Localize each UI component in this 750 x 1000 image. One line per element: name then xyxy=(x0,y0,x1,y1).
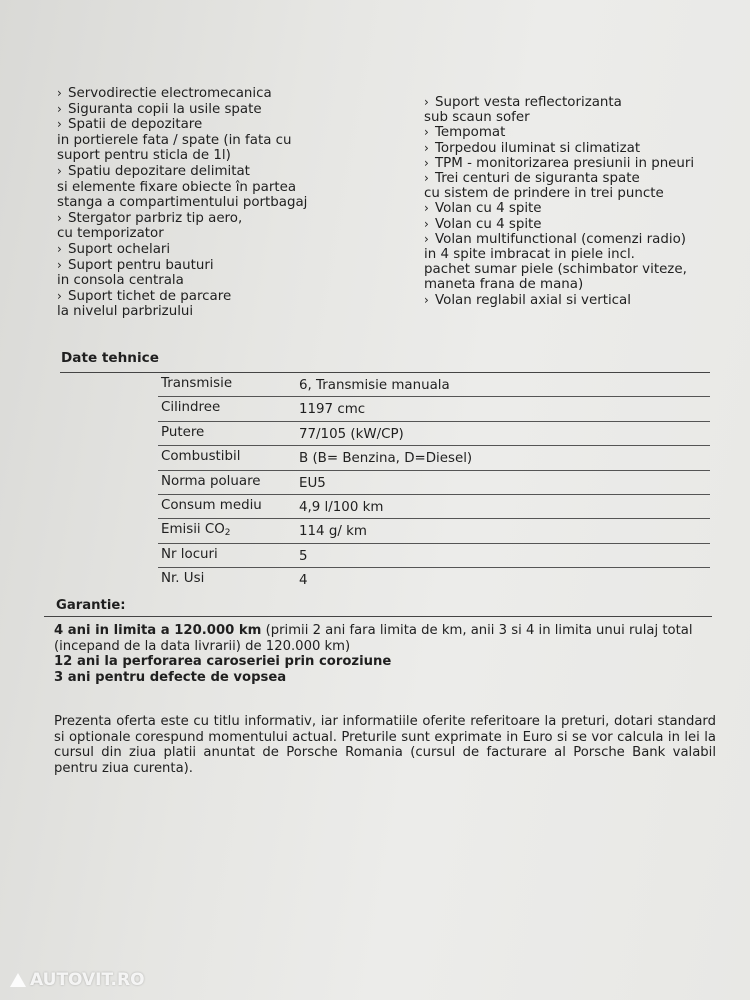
feature-left-item-text: Spatii de depozitare xyxy=(68,117,203,133)
bullet-icon: › xyxy=(424,95,429,109)
feature-left-item-continuation: si elemente fixare obiecte în partea xyxy=(57,179,297,195)
feature-left-item xyxy=(57,102,387,118)
tech-value: 6, Transmisie manuala xyxy=(299,378,450,393)
watermark-text: AUTOVIT.RO xyxy=(30,970,145,990)
feature-right-item xyxy=(424,293,724,308)
feature-right-item-continuation: pachet sumar piele (schimbator viteze, xyxy=(424,262,687,278)
feature-left-item-text: Suport ochelari xyxy=(68,241,171,257)
feature-right-item-text: Torpedou iluminat si climatizat xyxy=(435,140,641,156)
disclaimer-paragraph: Prezenta oferta este cu titlu informativ, iar informatiile oferite referitoare la preturi, dotari standard si optionale corespund momentului actual. Preturile sunt exprimate in Euro si se vor calcula in lei la cursul din ziua platii anuntat de Porsche Romania (cursul de facturare al Porsche Bank valabil pentru ziua curenta). xyxy=(54,714,716,777)
feature-right-item-text: Volan reglabil axial si vertical xyxy=(435,292,631,308)
feature-left-item xyxy=(57,211,387,227)
bullet-icon: › xyxy=(57,163,62,178)
tech-specs-table xyxy=(158,373,710,592)
tech-value: 77/105 (kW/CP) xyxy=(299,426,404,442)
tech-value: 5 xyxy=(299,548,308,564)
warranty-divider xyxy=(44,616,712,617)
tech-value: 114 g/ km xyxy=(299,524,367,540)
feature-left-item-continuation: stanga a compartimentului portbagaj xyxy=(57,195,308,211)
tech-value: 4,9 l/100 km xyxy=(299,499,384,515)
tech-value: B (B= Benzina, D=Diesel) xyxy=(299,451,473,467)
tech-row xyxy=(158,518,710,542)
tech-label: Nr. Usi xyxy=(161,571,205,587)
tech-value: 4 xyxy=(299,573,308,589)
autovit-logo-icon xyxy=(10,973,26,987)
tech-section-title: Date tehnice xyxy=(61,350,159,366)
tech-label: Nr locuri xyxy=(161,546,218,562)
feature-left-item-continuation: in portierele fata / spate (in fata cu xyxy=(57,132,292,148)
feature-right-item-continuation: in 4 spite imbracat in piele incl. xyxy=(424,247,635,263)
feature-right-item xyxy=(424,232,724,247)
feature-left-item-text: Suport tichet de parcare xyxy=(68,288,232,304)
warranty-main-term: 4 ani in limita a 120.000 km xyxy=(54,623,262,638)
feature-right-item xyxy=(424,217,724,232)
bullet-icon: › xyxy=(424,231,429,246)
feature-left-item xyxy=(57,289,387,305)
tech-row xyxy=(158,494,710,518)
bullet-icon: › xyxy=(57,241,62,256)
tech-label: Putere xyxy=(161,424,205,440)
bullet-icon: › xyxy=(57,117,62,132)
tech-label: Norma poluare xyxy=(161,473,261,489)
feature-left-item-text: Servodirectie electromecanica xyxy=(68,86,272,101)
feature-right-item xyxy=(424,141,724,156)
feature-right-item-continuation: cu sistem de prindere in trei puncte xyxy=(424,186,664,202)
feature-right-item-text: Volan cu 4 spite xyxy=(435,216,542,232)
tech-value: EU5 xyxy=(299,475,326,491)
warranty-corrosion: 12 ani la perforarea caroseriei prin coroziune xyxy=(54,654,392,670)
bullet-icon: › xyxy=(424,140,429,155)
tech-row xyxy=(158,543,710,567)
warranty-block xyxy=(54,623,714,685)
bullet-icon: › xyxy=(424,216,429,231)
bullet-icon: › xyxy=(57,210,62,225)
feature-left-item-text: Stergator parbriz tip aero, xyxy=(68,210,243,226)
bullet-icon: › xyxy=(57,101,62,116)
bullet-icon: › xyxy=(57,257,62,272)
warranty-paint: 3 ani pentru defecte de vopsea xyxy=(54,669,287,685)
warranty-line-2: (incepand de la data livrarii) de 120.000 km) xyxy=(54,638,351,654)
feature-left-item xyxy=(57,242,387,258)
tech-row xyxy=(158,470,710,494)
feature-right-item-text: TPM - monitorizarea presiunii in pneuri xyxy=(435,155,695,171)
feature-right-item xyxy=(424,95,724,110)
feature-left-item xyxy=(57,258,387,274)
feature-right-item-text: Volan multifunctional (comenzi radio) xyxy=(435,231,686,247)
warranty-main-detail: (primii 2 ani fara limita de km, anii 3 si 4 in limita unui rulaj total xyxy=(261,623,693,638)
feature-right-item-text: Suport vesta reflectorizanta xyxy=(435,95,622,110)
tech-row xyxy=(158,396,710,420)
autovit-watermark xyxy=(10,970,145,990)
bullet-icon: › xyxy=(424,171,429,186)
feature-left-item-continuation: in consola centrala xyxy=(57,273,184,289)
co2-subscript: 2 xyxy=(224,528,231,539)
features-left-column xyxy=(57,86,387,320)
bullet-icon: › xyxy=(424,201,429,216)
feature-left-item xyxy=(57,164,387,180)
feature-right-item-text: Tempomat xyxy=(435,125,506,141)
bullet-icon: › xyxy=(424,155,429,170)
tech-row xyxy=(158,421,710,445)
tech-label: Emisii $CO_2$ xyxy=(161,522,231,539)
feature-left-item xyxy=(57,86,387,102)
feature-left-item-text: Suport pentru bauturi xyxy=(68,257,214,273)
tech-label: Cilindree xyxy=(161,400,221,416)
warranty-line-1 xyxy=(54,623,714,639)
feature-right-item xyxy=(424,171,724,186)
feature-right-item xyxy=(424,156,724,171)
feature-right-item-text: Trei centuri de siguranta spate xyxy=(435,171,640,187)
bullet-icon: › xyxy=(424,125,429,140)
tech-row xyxy=(158,567,710,591)
feature-left-item-continuation: cu temporizator xyxy=(57,226,164,242)
feature-right-item xyxy=(424,125,724,140)
warranty-title: Garantie: xyxy=(56,598,126,613)
tech-label: Combustibil xyxy=(161,449,241,465)
feature-left-item-continuation: la nivelul parbrizului xyxy=(57,304,194,320)
feature-right-item-continuation: sub scaun sofer xyxy=(424,110,530,126)
bullet-icon: › xyxy=(57,288,62,303)
feature-right-item-text: Volan cu 4 spite xyxy=(435,201,542,217)
feature-right-item xyxy=(424,201,724,216)
feature-left-item-continuation: suport pentru sticla de 1l) xyxy=(57,148,231,164)
bullet-icon: › xyxy=(57,86,62,100)
feature-left-item xyxy=(57,117,387,133)
features-right-column xyxy=(424,95,724,308)
tech-row xyxy=(158,373,710,396)
tech-row xyxy=(158,445,710,469)
tech-label: Transmisie xyxy=(161,376,233,391)
feature-right-item-continuation: maneta frana de mana) xyxy=(424,277,584,293)
tech-label: Consum mediu xyxy=(161,497,262,513)
feature-left-item-text: Siguranta copii la usile spate xyxy=(68,101,262,117)
bullet-icon: › xyxy=(424,292,429,307)
feature-left-item-text: Spatiu depozitare delimitat xyxy=(68,163,250,179)
tech-value: 1197 cmc xyxy=(299,402,366,418)
